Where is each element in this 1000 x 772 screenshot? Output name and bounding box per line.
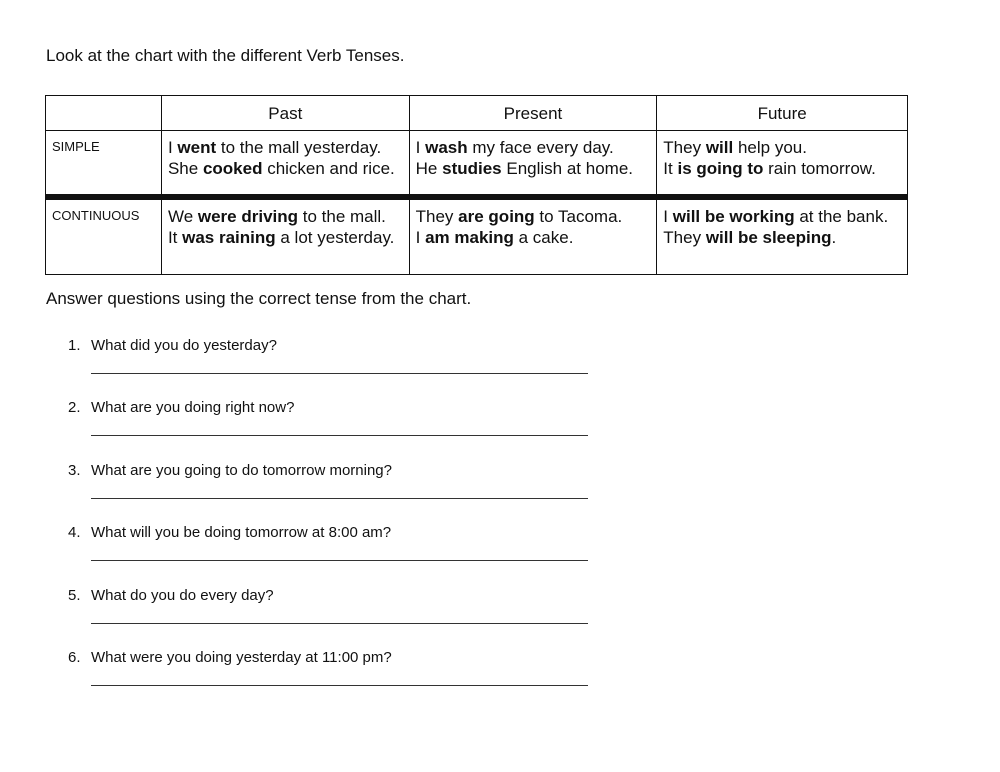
- cell-simple-past: [161, 131, 409, 198]
- question-number: 6.: [68, 648, 81, 666]
- sentence-fragment: We: [167, 207, 198, 226]
- example-sentence: [168, 206, 403, 227]
- sentence-fragment: It: [167, 228, 183, 247]
- cell-simple-future: [657, 131, 908, 198]
- example-sentence: [416, 158, 651, 179]
- question-number: 3.: [68, 461, 81, 479]
- question-number: 2.: [68, 399, 81, 417]
- sentence-fragment: at the bank.: [794, 207, 889, 226]
- sentence-fragment: help you.: [733, 138, 807, 157]
- sentence-fragment: .: [831, 228, 837, 247]
- answer-line-6[interactable]: [91, 685, 588, 686]
- verb-phrase: will be working: [672, 207, 795, 226]
- answer-line-3[interactable]: [91, 498, 588, 499]
- sentence-fragment: I: [663, 207, 673, 226]
- question-number: 1.: [68, 337, 81, 354]
- sentence-fragment: I: [167, 138, 178, 157]
- sentence-fragment: They: [663, 138, 706, 157]
- sentence-fragment: I: [415, 138, 426, 157]
- answer-line-5[interactable]: [91, 623, 588, 624]
- sentence-fragment: a lot yesterday.: [275, 228, 395, 247]
- row-simple: [46, 131, 908, 198]
- header-corner: [46, 96, 162, 131]
- sentence-fragment: I: [415, 228, 426, 247]
- example-sentence: [663, 137, 901, 158]
- sentence-fragment: He: [415, 159, 443, 178]
- verb-phrase: are going: [458, 207, 535, 226]
- verb-phrase: wash: [425, 138, 468, 157]
- sentence-fragment: It: [663, 159, 678, 178]
- cell-continuous-present: [409, 197, 657, 275]
- answer-line-1[interactable]: [91, 373, 588, 374]
- verb-phrase: will be sleeping: [705, 228, 832, 247]
- row-label-simple: SIMPLE: [46, 131, 162, 198]
- example-sentence: [663, 206, 901, 227]
- header-future: Future: [657, 96, 908, 131]
- sentence-fragment: rain tomorrow.: [763, 159, 876, 178]
- instructions-text: Answer questions using the correct tense from the chart.: [46, 289, 472, 308]
- verb-phrase: studies: [442, 159, 502, 178]
- question-number: 4.: [68, 524, 81, 542]
- intro-text: Look at the chart with the different Verb Tenses.: [46, 46, 405, 65]
- question-text: What will you be doing tomorrow at 8:00 am?: [91, 524, 392, 542]
- sentence-fragment: They: [663, 228, 706, 247]
- sentence-fragment: to the mall yesterday.: [216, 138, 382, 157]
- sentence-fragment: to the mall.: [298, 207, 386, 226]
- question-text: What do you do every day?: [91, 586, 274, 604]
- answer-line-2[interactable]: [91, 435, 588, 436]
- row-continuous: [46, 197, 908, 275]
- cell-continuous-past: [161, 197, 409, 275]
- question-number: 5.: [68, 586, 81, 604]
- row-label-continuous: CONTINUOUS: [46, 197, 162, 275]
- sentence-fragment: to Tacoma.: [534, 207, 623, 226]
- sentence-fragment: chicken and rice.: [262, 159, 395, 178]
- verb-phrase: cooked: [202, 159, 263, 178]
- sentence-fragment: They: [415, 207, 459, 226]
- verb-phrase: am making: [425, 228, 514, 247]
- example-sentence: [416, 206, 651, 227]
- header-past: Past: [161, 96, 409, 131]
- example-sentence: [663, 227, 901, 248]
- verb-phrase: were driving: [197, 207, 299, 226]
- question-text: What did you do yesterday?: [91, 337, 277, 354]
- example-sentence: [663, 158, 901, 179]
- sentence-fragment: She: [167, 159, 203, 178]
- answer-line-4[interactable]: [91, 560, 588, 561]
- example-sentence: [416, 227, 651, 248]
- question-text: What are you going to do tomorrow morning?: [91, 461, 392, 479]
- sentence-fragment: my face every day.: [467, 138, 614, 157]
- example-sentence: [168, 158, 403, 179]
- example-sentence: [416, 137, 651, 158]
- verb-phrase: was raining: [182, 228, 276, 247]
- cell-simple-present: [409, 131, 657, 198]
- question-text: What were you doing yesterday at 11:00 pm?: [91, 648, 392, 666]
- chart-header-row: [46, 96, 908, 131]
- question-text: What are you doing right now?: [91, 399, 295, 417]
- verb-phrase: went: [177, 138, 217, 157]
- cell-continuous-future: [657, 197, 908, 275]
- sentence-fragment: a cake.: [513, 228, 574, 247]
- example-sentence: [168, 227, 403, 248]
- sentence-fragment: English at home.: [501, 159, 633, 178]
- example-sentence: [168, 137, 403, 158]
- verb-phrase: will: [705, 138, 734, 157]
- verb-tenses-chart: [45, 95, 908, 275]
- header-present: Present: [409, 96, 657, 131]
- verb-phrase: is going to: [677, 159, 764, 178]
